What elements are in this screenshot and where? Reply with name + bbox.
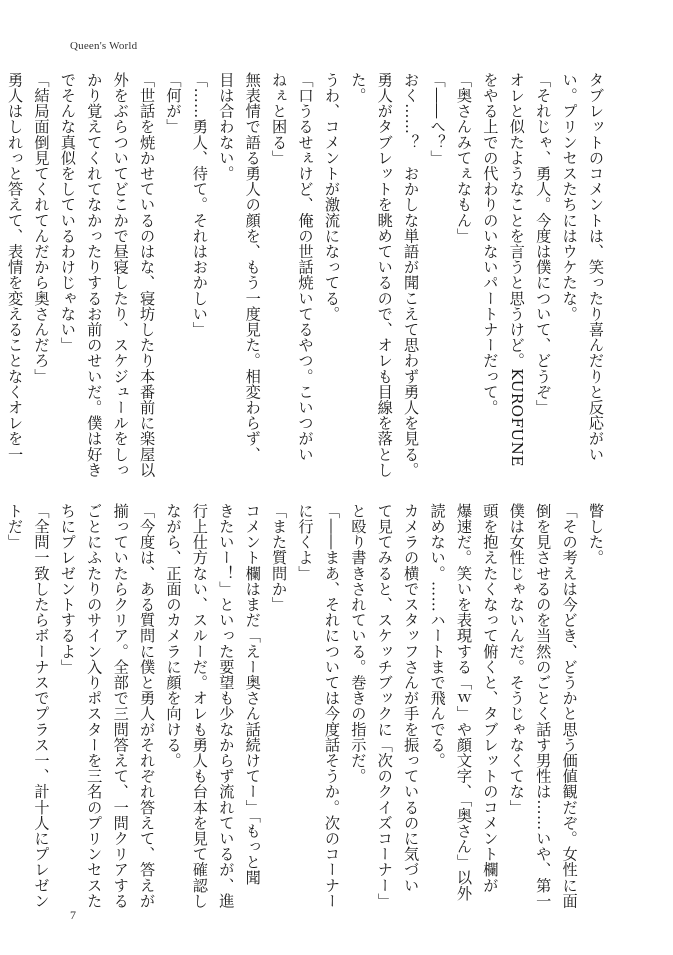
text-line: 瞥した。 (587, 503, 605, 566)
text-line: い。プリンセスたちにはウケたな。 (560, 72, 579, 322)
text-line: うわ、コメントが激流になってる。 (322, 72, 341, 322)
text-line: ちにプレゼントするよ」 (58, 503, 77, 675)
text-line: 「……勇人、待て。それはおかしい」 (190, 72, 209, 338)
text-line: トだ」 (6, 503, 25, 550)
text-line: 「奥さんみてぇなもん」 (454, 72, 473, 244)
running-header-title: Queen's World (70, 40, 138, 52)
text-line: 「また質問か」 (270, 503, 289, 613)
text-line: 「結局面倒見てくれてんだから奥さんだろ」 (32, 72, 51, 384)
text-line: おく……？ おかしな単語が聞こえて思わず勇人を見る。 (402, 72, 421, 478)
text-line: 外をぶらついてどこかで昼寝したり、スケジュールをしっ (111, 72, 130, 478)
text-line: タブレットのコメントは、笑ったり喜んだりと反応がい (587, 72, 605, 462)
text-line: 「世話を焼かせているのはな、寝坊したり本番前に楽屋以 (138, 72, 157, 478)
text-line: ねぇと困る」 (270, 72, 289, 166)
text-line: 「今度は、ある質問に僕と勇人がそれぞれ答えて、答えが (138, 503, 157, 909)
text-line: かり覚えてくれてなかったりするお前のせいだ。僕は好き (85, 72, 104, 478)
text-line: 「それじゃ、勇人。今度は僕について、どうぞ」 (534, 72, 553, 416)
upper-text-column (6, 72, 609, 478)
text-line: た。 (349, 72, 368, 104)
text-line: 僕は女性じゃないんだ。そうじゃなくてな」 (507, 503, 526, 815)
text-line: 行上仕方ない、スルーだ。オレも勇人も台本を見て確認し (190, 503, 209, 909)
text-line: ながら、正面のカメラに顔を向ける。 (164, 503, 183, 769)
page-number: 7 (70, 908, 76, 922)
text-line: 「何が」 (164, 72, 183, 135)
text-line: ごとにふたりのサイン入りポスターを三名のプリンセスた (85, 503, 104, 909)
text-line: カメラの横でスタッフさんが手を振っているのに気づい (402, 503, 421, 893)
text-line: でそんな真似をしているわけじゃない」 (58, 72, 77, 353)
text-line: と殴り書きされている。巻きの指示だ。 (349, 503, 368, 784)
text-line: きたいー！」といった要望も少なからず流れているが、進 (217, 503, 236, 909)
text-line: 「――まあ、それについては今度話そうか。次のコーナー (322, 503, 341, 909)
text-line: 頭を抱えたくなって俯くと、タブレットのコメント欄が (481, 503, 500, 893)
text-line: て見てみると、スケッチブックに「次のクイズコーナー」 (375, 503, 394, 909)
text-line: 揃っていたらクリア。全部で三問答えて、一問クリアする (111, 503, 130, 909)
text-line: コメント欄はまだ「えー奥さん話続けてー」「もっと聞 (243, 503, 262, 886)
text-line: 倒を見させるのを当然のごとく話す男性は……いや、第一 (534, 503, 553, 909)
lower-text-column (6, 503, 609, 909)
text-line: 「全問一致したらボーナスでプラス一、計十人にプレゼン (32, 503, 51, 909)
text-line: オレと似たようなことを言うと思うけど。KUROFUNE (507, 72, 526, 467)
text-line: 爆速だ。笑いを表現する「ｗ」や顔文字、「奥さん」以外 (454, 503, 473, 901)
text-line: 勇人はしれっと答えて、表情を変えることなくオレを一 (6, 72, 25, 462)
text-line: 「――へ？」 (428, 72, 447, 166)
text-line: をやる上での代わりのいないパートナーだって。 (481, 72, 500, 416)
text-line: 「口うるせぇけど、俺の世話焼いてるやつ。こいつがい (296, 72, 315, 462)
text-line: 「その考えは今どき、どうかと思う価値観だぞ。女性に面 (560, 503, 579, 909)
text-line: 勇人がタブレットを眺めているので、オレも目線を落とし (375, 72, 394, 478)
text-line: 読めない。……ハートまで飛んでる。 (428, 503, 447, 769)
text-line: 無表情で語る勇人の顔を、もう一度見た。相変わらず、 (243, 72, 262, 462)
text-line: 目は合わない。 (217, 72, 236, 182)
text-line: に行くよ」 (296, 503, 315, 581)
